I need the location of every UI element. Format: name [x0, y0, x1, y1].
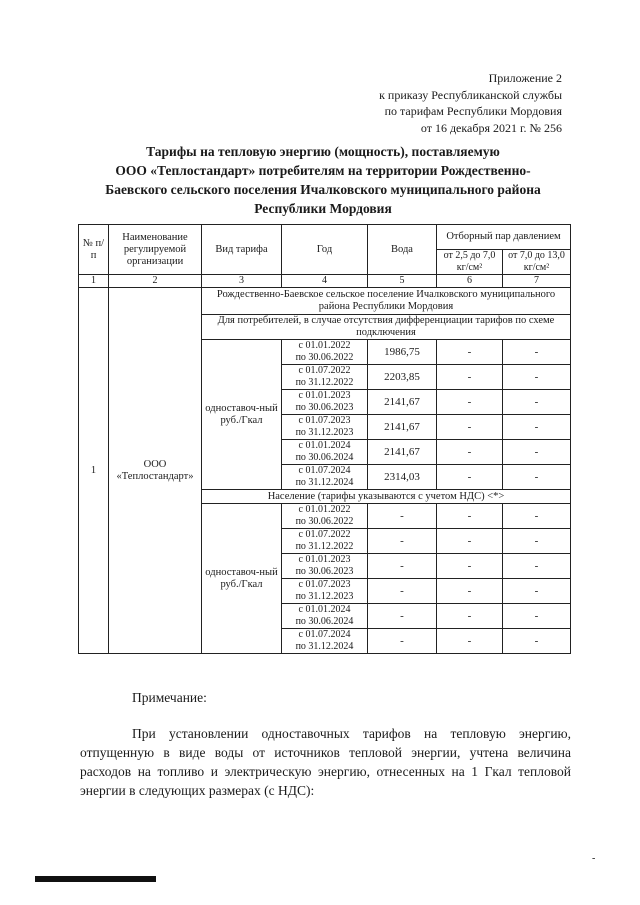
margin-mark: - [592, 853, 596, 864]
period-from: с 01.07.2022 [298, 529, 351, 540]
period-to: по 31.12.2022 [295, 541, 354, 552]
steam-low-cell: - [437, 504, 503, 529]
steam-high-cell: - [503, 365, 571, 390]
period-to: по 30.06.2022 [295, 516, 354, 527]
appendix-line-1: Приложение 2 [488, 71, 562, 85]
water-cell: - [368, 604, 437, 629]
steam-high-cell: - [503, 440, 571, 465]
header-steam: Отборный пар давлением [437, 225, 571, 250]
water-cell: 2314,03 [368, 465, 437, 490]
water-cell: - [368, 629, 437, 654]
row-number-cell: 1 [79, 288, 109, 654]
period-from: с 01.07.2023 [298, 415, 351, 426]
steam-low-cell: - [437, 415, 503, 440]
group1-label: Для потребителей, в случае отсутствия дифференциации тарифов по схеме подключения [202, 315, 571, 340]
steam-low-cell: - [437, 554, 503, 579]
steam-low-cell: - [437, 340, 503, 365]
period-cell [282, 465, 368, 490]
period-to: по 30.06.2023 [295, 402, 354, 413]
document-title [80, 142, 566, 218]
steam-high-cell: - [503, 629, 571, 654]
col-number: 3 [202, 275, 282, 288]
group2-label: Население (тарифы указываются с учетом НДС) <*> [202, 490, 571, 504]
title-line-4: Республики Мордовия [254, 201, 392, 216]
period-cell [282, 365, 368, 390]
col-number: 7 [503, 275, 571, 288]
header-num: № п/п [79, 225, 109, 275]
period-cell [282, 529, 368, 554]
water-cell: 2141,67 [368, 390, 437, 415]
steam-low-cell: - [437, 529, 503, 554]
steam-low-cell: - [437, 440, 503, 465]
steam-high-cell: - [503, 554, 571, 579]
appendix-line-2: к приказу Республиканской службы [379, 87, 562, 102]
period-cell [282, 554, 368, 579]
org-name-cell: ООО «Теплостандарт» [109, 288, 202, 654]
period-from: с 01.07.2022 [298, 365, 351, 376]
water-cell: 2141,67 [368, 415, 437, 440]
water-cell: - [368, 504, 437, 529]
water-cell: - [368, 529, 437, 554]
water-cell: - [368, 579, 437, 604]
period-from: с 01.01.2022 [298, 340, 351, 351]
group1-tariff-type: одноставоч-ный руб./Гкал [202, 340, 282, 490]
header-water: Вода [368, 225, 437, 275]
steam-high-cell: - [503, 390, 571, 415]
period-to: по 30.06.2022 [295, 352, 354, 363]
period-from: с 01.01.2024 [298, 604, 351, 615]
period-from: с 01.07.2024 [298, 465, 351, 476]
period-to: по 31.12.2022 [295, 377, 354, 388]
settlement-cell: Рождественно-Баевское сельское поселение Ичалковского муниципального района Республики Мордовия [202, 288, 571, 315]
period-cell [282, 604, 368, 629]
note-heading: Примечание: [132, 690, 207, 705]
note-body: При установлении одноставочных тарифов на тепловую энергию, отпущенную в виде воды от источников тепловой энергии, учтена величина расходов на топливо и электрическую энергию, отнесенных на 1 Гкал тепловой энергии в следующих размерах (с НДС): [80, 726, 571, 798]
appendix-block [379, 70, 562, 136]
steam-high-cell: - [503, 504, 571, 529]
steam-low-cell: - [437, 579, 503, 604]
steam-high-cell: - [503, 604, 571, 629]
period-to: по 31.12.2023 [295, 591, 354, 602]
steam-high-cell: - [503, 415, 571, 440]
scan-artifact-bar [35, 876, 156, 882]
period-to: по 30.06.2023 [295, 566, 354, 577]
header-org: Наименование регулируемой организации [109, 225, 202, 275]
header-row-1 [79, 225, 571, 250]
period-cell [282, 504, 368, 529]
col-number: 1 [79, 275, 109, 288]
period-cell [282, 415, 368, 440]
settlement-row [79, 288, 571, 315]
period-from: с 01.01.2023 [298, 390, 351, 401]
col-number: 6 [437, 275, 503, 288]
title-line-3: Баевского сельского поселения Ичалковского муниципального района [105, 182, 541, 197]
steam-low-cell: - [437, 365, 503, 390]
appendix-line-4: от 16 декабря 2021 г. № 256 [420, 120, 562, 135]
period-from: с 01.07.2023 [298, 579, 351, 590]
steam-high-cell: - [503, 340, 571, 365]
period-to: по 30.06.2024 [295, 452, 354, 463]
water-cell: 2203,85 [368, 365, 437, 390]
col-number: 4 [282, 275, 368, 288]
title-line-2: ООО «Теплостандарт» потребителям на территории Рождественно- [115, 163, 531, 178]
steam-low-cell: - [437, 629, 503, 654]
header-steam-low: от 2,5 до 7,0 кг/см² [437, 250, 503, 275]
period-to: по 31.12.2023 [295, 427, 354, 438]
period-cell [282, 390, 368, 415]
column-number-row [79, 275, 571, 288]
period-from: с 01.01.2023 [298, 554, 351, 565]
header-tariff-type: Вид тарифа [202, 225, 282, 275]
title-line-1: Тарифы на тепловую энергию (мощность), поставляемую [146, 144, 500, 159]
period-cell [282, 579, 368, 604]
tariff-table [78, 224, 571, 654]
period-to: по 31.12.2024 [295, 641, 354, 652]
steam-high-cell: - [503, 579, 571, 604]
appendix-line-3: по тарифам Республики Мордовия [384, 104, 562, 118]
header-year: Год [282, 225, 368, 275]
col-number: 5 [368, 275, 437, 288]
steam-low-cell: - [437, 604, 503, 629]
water-cell: 1986,75 [368, 340, 437, 365]
period-cell [282, 340, 368, 365]
group2-tariff-type: одноставоч-ный руб./Гкал [202, 504, 282, 654]
period-cell [282, 629, 368, 654]
col-number: 2 [109, 275, 202, 288]
period-to: по 30.06.2024 [295, 616, 354, 627]
period-from: с 01.07.2024 [298, 629, 351, 640]
period-from: с 01.01.2022 [298, 504, 351, 515]
steam-low-cell: - [437, 390, 503, 415]
water-cell: - [368, 554, 437, 579]
header-steam-high: от 7,0 до 13,0 кг/см² [503, 250, 571, 275]
period-to: по 31.12.2024 [295, 477, 354, 488]
period-from: с 01.01.2024 [298, 440, 351, 451]
steam-low-cell: - [437, 465, 503, 490]
water-cell: 2141,67 [368, 440, 437, 465]
steam-high-cell: - [503, 465, 571, 490]
period-cell [282, 440, 368, 465]
steam-high-cell: - [503, 529, 571, 554]
